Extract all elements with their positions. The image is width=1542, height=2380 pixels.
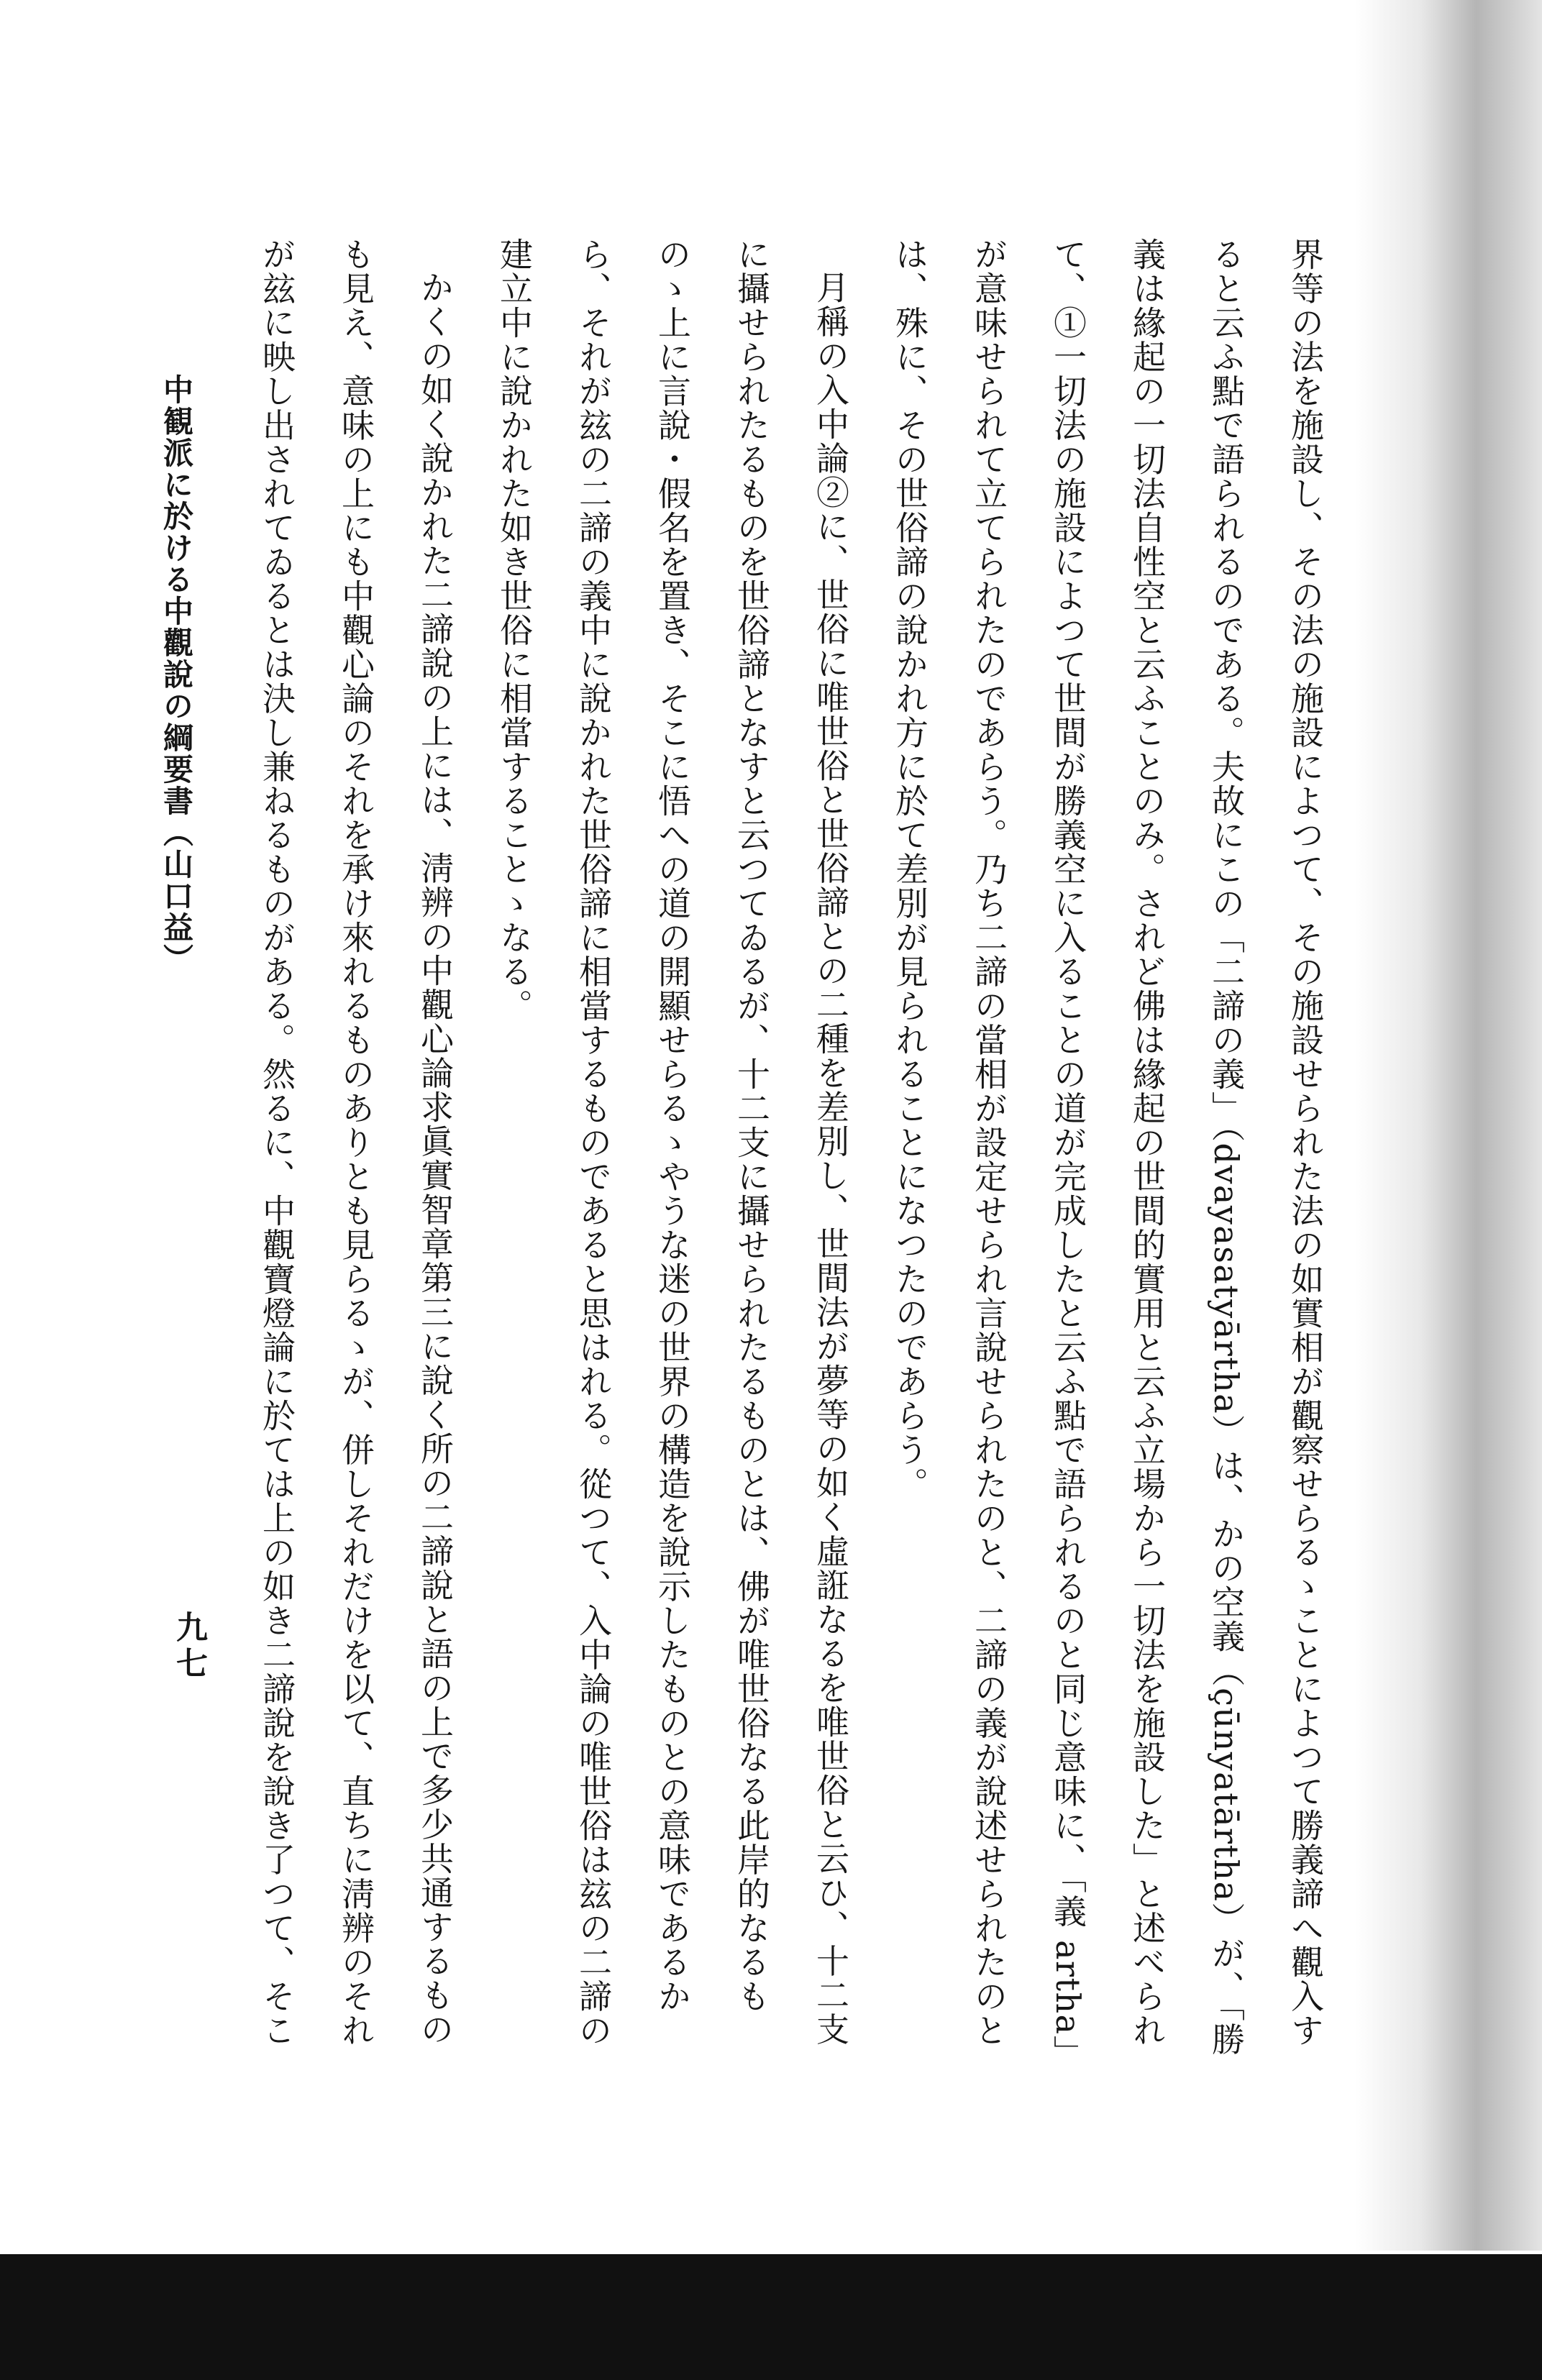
header-author: （山口益） (159, 817, 194, 975)
paragraph-1: 界等の法を施設し、その法の施設によつて、その施設せられた法の如實相が觀察せらるゝことによつて勝義諦へ觀入すると云ふ點で語られるのである。夫故にこの「二諦の義」（dvayasatyārtha）は、かの空義（çūnyatārtha）が、「勝義は緣起の一切法自性空と云ふことのみ。されど佛は緣起の世間的實用と云ふ立場から一切法を施設した」と述べられて、①一切法の施設によつて世間が勝義空に入ることの道が完成したと云ふ點で語られるのと同じ意味に、「義 artha」が意味せられて立てられたのであらう。乃ち二諦の當相が設定せられ言說せられたのと、二諦の義が說述せられたのとは、殊に、その世俗諦の說かれ方に於て差別が見られることになつたのであらう。 (890, 237, 1325, 2070)
running-header (155, 374, 198, 1237)
scan-bottom-band (0, 2254, 1542, 2380)
paragraph-2: 月稱の入中論②に、世俗に唯世俗と世俗諦との二種を差別し、世間法が夢等の如く虛誑なるを唯世俗と云ひ、十二支に攝せられたるものを世俗諦となすと云つてゐるが、十二支に攝せられたるものとは、佛が唯世俗なる此岸的なるものゝ上に言說・假名を置き、そこに悟への道の開顯せらるゝやうな迷の世界の構造を說示したものとの意味であるから、それが玆の二諦の義中に說かれた世俗諦に相當するものであると思はれる。從つて、入中論の唯世俗は玆の二諦の建立中に說かれた如き世俗に相當することゝなる。 (495, 237, 850, 2048)
page-edge-shadow (1355, 0, 1542, 2251)
paragraph-3: かくの如く說かれた二諦說の上には、淸辨の中觀心論求眞實智章第三に說く所の二諦說と語の上で多少共通するものも見え、意味の上にも中觀心論のそれを承け來れるものありとも見らるゝが、併しそれだけを以て、直ちに淸辨のそれが玆に映し出されてゐるとは決し兼ねるものがある。然るに、中觀寶燈論に於ては上の如き二諦說を說き了つて、そこ (257, 237, 455, 2048)
page-number: 九七 (170, 1611, 207, 1683)
body-text (237, 237, 1345, 2078)
header-title: 中観派に於ける中觀說の綱要書 (159, 374, 194, 817)
